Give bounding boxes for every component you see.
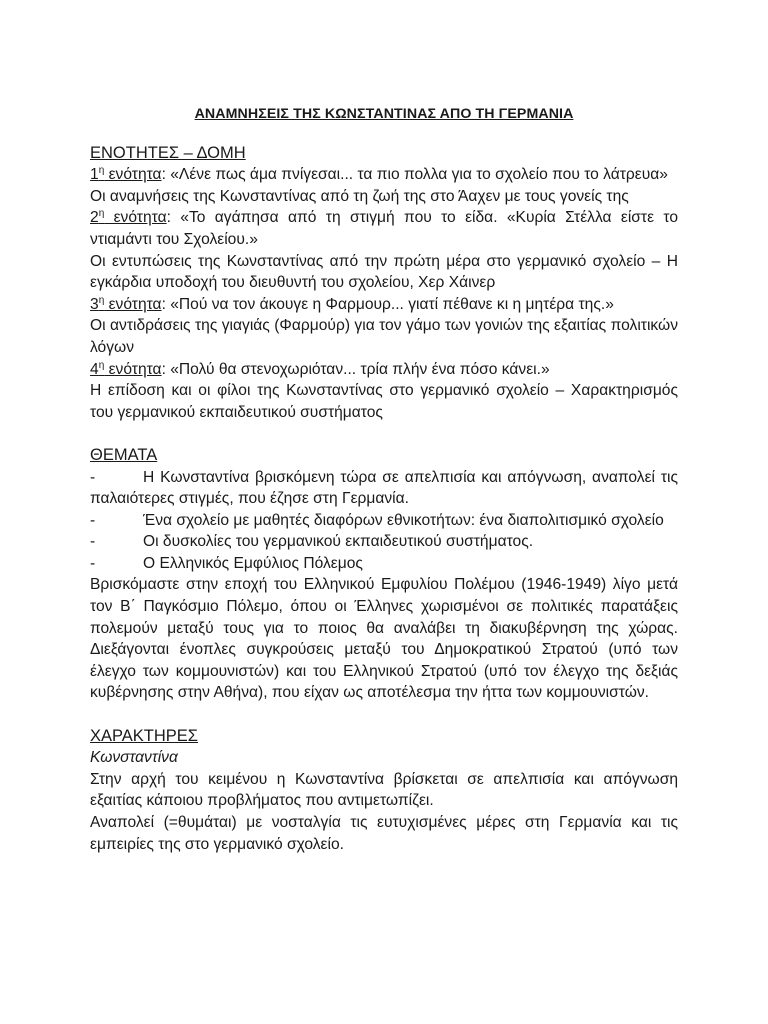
theme-bullet-1: - Η Κωνσταντίνα βρισκόμενη τώρα σε απελπισία και απόγνωση, αναπολεί τις παλαιότερες στιγμές, που έζησε στη Γερμανία. <box>90 468 678 508</box>
unit-1-label: $1^\eta$ ενότητα <box>90 165 162 184</box>
unit-1-quote: $1^\eta$ ενότητα: «Λένε πως άμα πνίγεσαι... τα πιο πολλα για το σχολείο που το λάτρευα» <box>90 165 668 184</box>
unit-2-quote: $2^\eta$ ενότητα: «Το αγάπησα από τη στιγμή που το είδα. «Κυρία Στέλλα είστε το ντιαμάντι του Σχολείου.» <box>90 208 678 248</box>
unit-3-summary: Οι αντιδράσεις της γιαγιάς (Φαρμούρ) για τον γάμο των γονιών της εξαιτίας πολιτικών λόγων <box>90 317 678 356</box>
unit-3-quote: $3^\eta$ ενότητα: «Πού να τον άκουγε η Φαρμουρ... γιατί πέθανε κι η μητέρα της.» <box>90 294 614 313</box>
character-name: Κωνσταντίνα <box>90 749 178 767</box>
themes-heading: ΘΕΜΑΤΑ <box>90 445 158 464</box>
character-paragraph-1: Στην αρχή του κειμένου η Κωνσταντίνα βρίσκεται σε απελπισία και απόγνωση εξαιτίας κάποιου προβλήματος που αντιμετωπίζει. <box>90 770 678 810</box>
document-title: ΑΝΑΜΝΗΣΕΙΣ ΤΗΣ ΚΩΝΣΤΑΝΤΙΝΑΣ ΑΠΟ ΤΗ ΓΕΡΜΑΝΙΑ <box>194 106 574 122</box>
characters-heading: ΧΑΡΑΚΤΗΡΕΣ <box>90 726 199 745</box>
theme-bullet-4: - Ο Ελληνικός Εμφύλιος Πόλεμος <box>90 554 363 572</box>
units-heading: ΕΝΟΤΗΤΕΣ – ΔΟΜΗ <box>90 143 246 162</box>
unit-4-summary: Η επίδοση και οι φίλοι της Κωνσταντίνας στο γερμανικό σχολείο – Χαρακτηρισμός του γερμανικού εκπαιδευτικού συστήματος <box>90 382 678 421</box>
unit-1-summary: Οι αναμνήσεις της Κωνσταντίνας από τη ζωή της στο Άαχεν με τους γονείς της <box>90 187 629 205</box>
theme-bullet-3: - Οι δυσκολίες του γερμανικού εκπαιδευτικού συστήματος. <box>90 533 534 551</box>
spacer <box>90 423 678 445</box>
unit-3-label: $3^\eta$ ενότητα <box>90 294 162 313</box>
character-paragraph-2: Αναπολεί (=θυμάται) με νοσταλγία τις ευτυχισμένες μέρες στη Γερμανία και τις εμπειρίες της στο γερμανικό σχολείο. <box>90 814 678 853</box>
theme-bullet-2: - Ένα σχολείο με μαθητές διαφόρων εθνικοτήτων: ένα διαπολιτισμικό σχολείο <box>90 511 664 529</box>
unit-4-label: $4^\eta$ ενότητα <box>90 359 162 378</box>
unit-4-quote: $4^\eta$ ενότητα: «Πολύ θα στενοχωριόταν... τρία πλήν ένα πόσο κάνει.» <box>90 359 550 378</box>
document-page <box>90 104 678 855</box>
unit-2-summary: Οι εντυπώσεις της Κωνσταντίνας από την πρώτη μέρα στο γερμανικό σχολείο – Η εγκάρδια υποδοχή του διευθυντή του σχολείου, Χερ Χάινερ <box>90 252 678 292</box>
themes-paragraph: Βρισκόμαστε στην εποχή του Ελληνικού Εμφυλίου Πολέμου (1946-1949) λίγο μετά τον Β΄ Παγκόσμιο Πόλεμο, όπου οι Έλληνες χωρισμένοι σε πολιτικές παρατάξεις πολεμούν μεταξύ τους για το ποιος θα αναλάβει τη διακυβέρνηση της χώρας. Διεξάγονται ένοπλες συγκρούσεις μεταξύ του Δημοκρατικού Στρατού (υπό των έλεγχο των κομμουνιστών) και του Ελληνικού Στρατού (υπό τον έλεγχο της δεξιάς κυβέρνησης στην Αθήνα), που είχαν ως αποτέλεσμα την ήττα των κομμουνιστών. <box>90 576 678 702</box>
spacer <box>90 704 678 726</box>
unit-2-label: $2^\eta$ ενότητα <box>90 208 167 227</box>
